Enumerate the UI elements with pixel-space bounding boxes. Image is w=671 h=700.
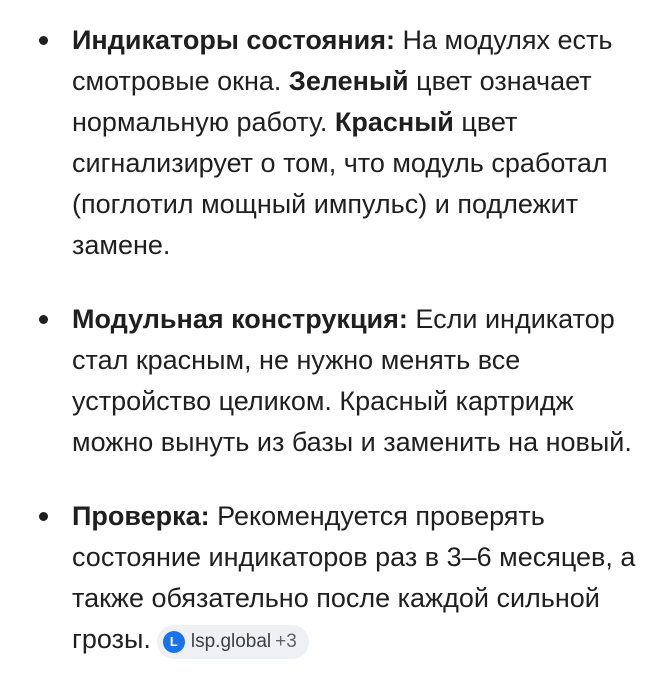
source-count: +3	[275, 631, 297, 652]
item-title: Проверка:	[72, 501, 210, 531]
list-item-inspection	[0, 496, 671, 660]
item-title: Индикаторы состояния:	[72, 25, 395, 55]
list-item-modular-design	[0, 299, 671, 463]
item-text: На модулях есть смотровые окна.	[72, 25, 613, 96]
bullet-list	[0, 20, 671, 660]
item-emphasis-green: Зеленый	[288, 66, 409, 96]
response-content	[0, 20, 671, 693]
item-title: Модульная конструкция:	[72, 304, 408, 334]
item-text: цвет означает нормальную работу.	[72, 66, 592, 137]
item-text: Рекомендуется проверять состояние индикаторов раз в 3–6 месяцев, а также обязательно после каждой сильной грозы.	[72, 501, 636, 654]
item-emphasis-red: Красный	[334, 107, 454, 137]
item-text: Если индикатор стал красным, не нужно менять все устройство целиком. Красный картридж можно вынуть из базы и заменить на новый.	[72, 304, 632, 457]
bullet-icon	[39, 512, 48, 521]
source-chip[interactable]	[157, 625, 309, 659]
source-logo-icon: L	[163, 631, 185, 653]
list-item-status-indicators	[0, 20, 671, 266]
source-label: lsp.global	[190, 631, 272, 652]
bullet-icon	[39, 36, 48, 45]
bullet-icon	[39, 315, 48, 324]
item-text: цвет сигнализирует о том, что модуль сработал (поглотил мощный импульс) и подлежит замене.	[72, 107, 608, 260]
